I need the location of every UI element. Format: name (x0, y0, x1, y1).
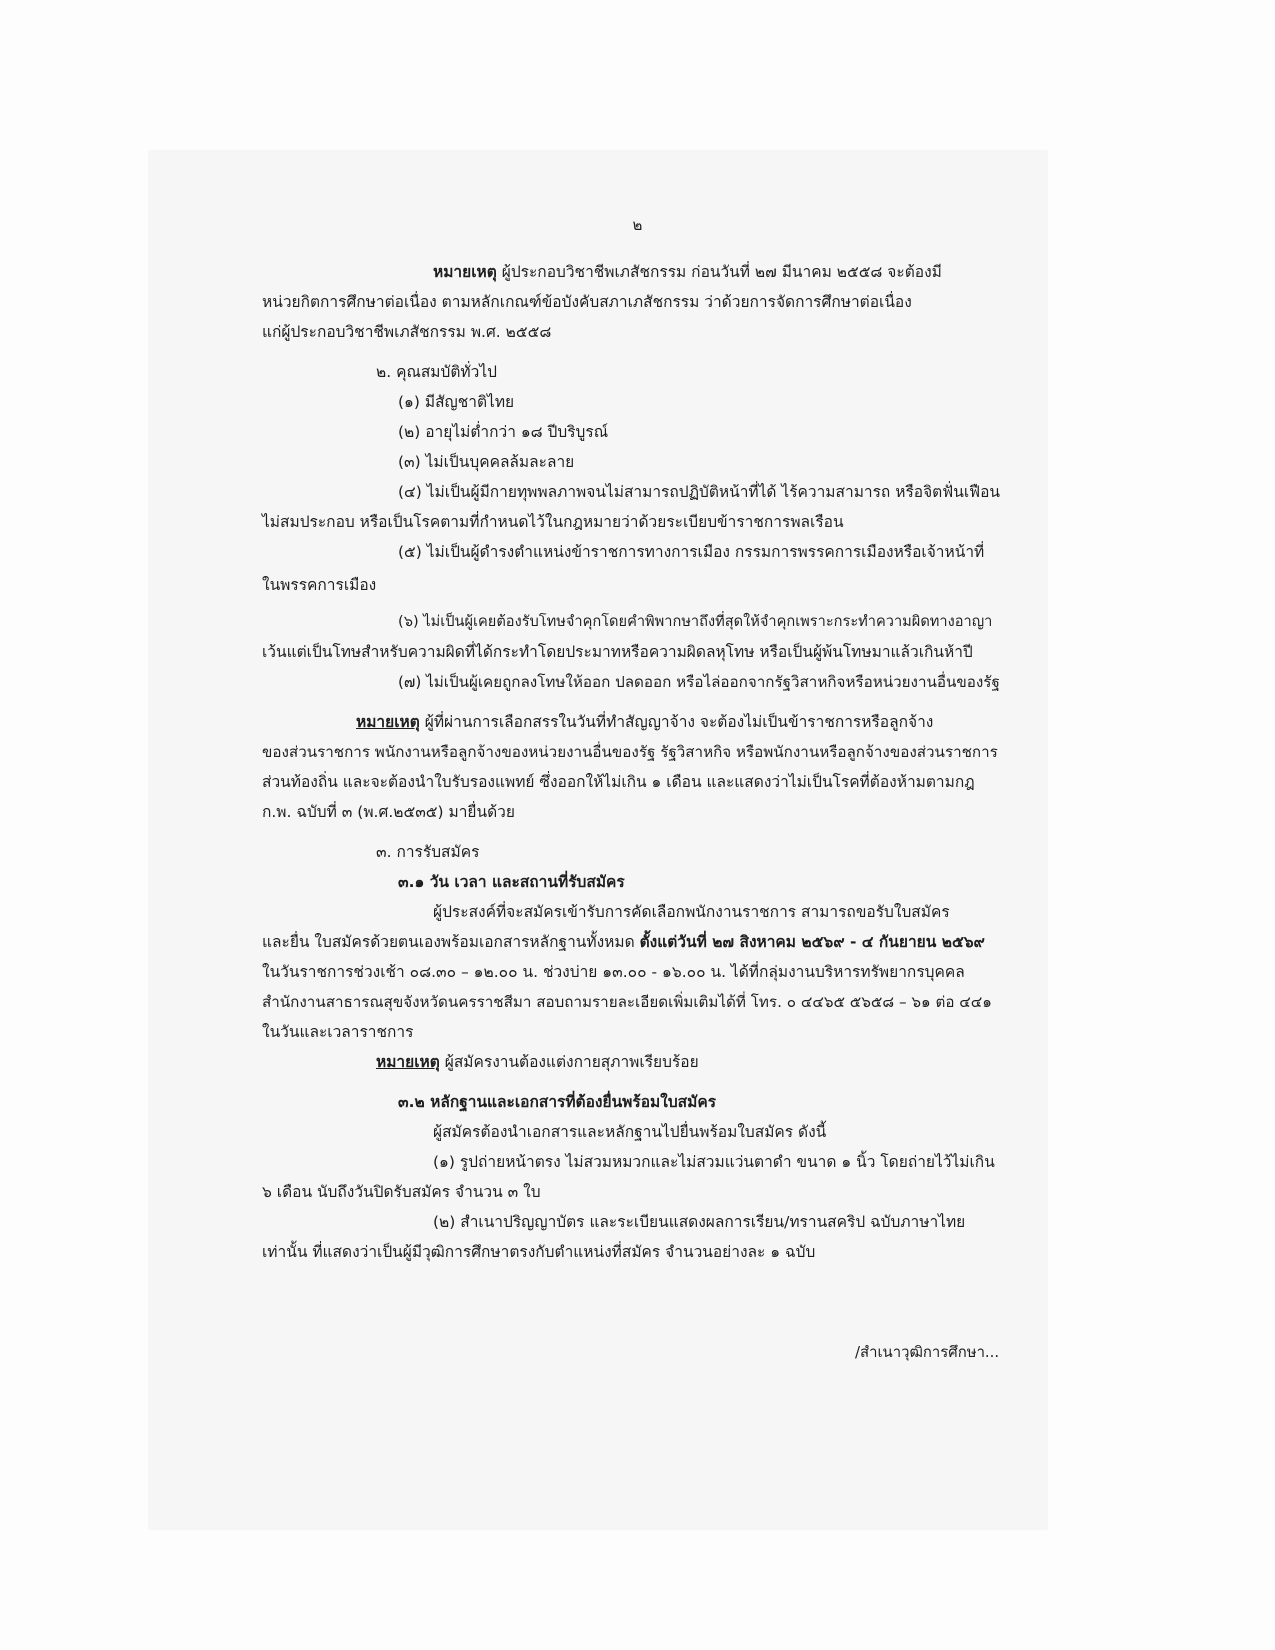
paragraph-line: สำนักงานสาธารณสุขจังหวัดนครราชสีมา สอบถามรายละเอียดเพิ่มเติมได้ที่ โทร. ๐ ๔๔๖๕ ๕๖๕๘ – ๖๑ ต่อ ๔๔๑ (262, 993, 992, 1011)
note3-line (376, 1052, 699, 1072)
note-label: หมายเหตุ (356, 713, 420, 731)
list-item-continued: เว้นแต่เป็นโทษสำหรับความผิดที่ได้กระทำโดยประมาทหรือความผิดลหุโทษ หรือเป็นผู้พ้นโทษมาแล้วเกินห้าปี (262, 643, 973, 661)
list-item: (๑) รูปถ่ายหน้าตรง ไม่สวมหมวกและไม่สวมแว่นตาดำ ขนาด ๑ นิ้ว โดยถ่ายไว้ไม่เกิน (433, 1153, 995, 1171)
list-item: (๒) สำเนาปริญญาบัตร และระเบียนแสดงผลการเรียน/ทรานสคริป ฉบับภาษาไทย (433, 1213, 966, 1231)
paragraph-line: ผู้สมัครต้องนำเอกสารและหลักฐานไปยื่นพร้อมใบสมัคร ดังนี้ (433, 1123, 827, 1141)
list-item: (๑) มีสัญชาติไทย (398, 393, 515, 411)
paragraph-line: ในวันราชการช่วงเช้า ๐๘.๓๐ – ๑๒.๐๐ น. ช่วงบ่าย ๑๓.๐๐ - ๑๖.๐๐ น. ได้ที่กลุ่มงานบริหารทรัพยากรบุคคล (262, 963, 965, 981)
note-label: หมายเหตุ (433, 263, 497, 281)
paragraph-text: และยื่น ใบสมัครด้วยตนเองพร้อมเอกสารหลักฐานทั้งหมด (262, 933, 640, 951)
note2-line4: ก.พ. ฉบับที่ ๓ (พ.ศ.๒๕๓๕) มายื่นด้วย (262, 803, 515, 821)
note1-line3: แก่ผู้ประกอบวิชาชีพเภสัชกรรม พ.ศ. ๒๕๕๘ (262, 323, 552, 341)
list-item: (๒) อายุไม่ต่ำกว่า ๑๘ ปีบริบูรณ์ (398, 423, 609, 441)
note-label: หมายเหตุ (376, 1053, 440, 1071)
paragraph-line (262, 932, 985, 952)
note-text: ผู้ที่ผ่านการเลือกสรรในวันที่ทำสัญญาจ้าง จะต้องไม่เป็นข้าราชการหรือลูกจ้าง (419, 713, 934, 731)
list-item-continued: ไม่สมประกอบ หรือเป็นโรคตามที่กำหนดไว้ในกฎหมายว่าด้วยระเบียบข้าราชการพลเรือน (262, 513, 844, 531)
note2-line1 (356, 712, 933, 732)
application-period: ตั้งแต่วันที่ ๒๗ สิงหาคม ๒๕๖๙ - ๔ กันยายน ๒๕๖๙ (639, 933, 985, 951)
list-item: (๔) ไม่เป็นผู้มีกายทุพพลภาพจนไม่สามารถปฏิบัติหน้าที่ได้ ไร้ความสามารถ หรือจิตฟั่นเฟือน (398, 483, 1000, 501)
section-heading: ๓. การรับสมัคร (376, 843, 480, 861)
note1-line1 (433, 262, 942, 282)
list-item-continued: เท่านั้น ที่แสดงว่าเป็นผู้มีวุฒิการศึกษาตรงกับตำแหน่งที่สมัคร จำนวนอย่างละ ๑ ฉบับ (262, 1243, 816, 1261)
note2-line2: ของส่วนราชการ พนักงานหรือลูกจ้างของหน่วยงานอื่นของรัฐ รัฐวิสาหกิจ หรือพนักงานหรือลูกจ้างของส่วนราชการ (262, 743, 998, 761)
paragraph-line: ผู้ประสงค์ที่จะสมัครเข้ารับการคัดเลือกพนักงานราชการ สามารถขอรับใบสมัคร (433, 903, 950, 921)
continuation-note: /สำเนาวุฒิการศึกษา... (855, 1343, 1000, 1361)
note-text: ผู้สมัครงานต้องแต่งกายสุภาพเรียบร้อย (439, 1053, 699, 1071)
list-item-continued: ในพรรคการเมือง (262, 576, 377, 594)
list-item: (๗) ไม่เป็นผู้เคยถูกลงโทษให้ออก ปลดออก หรือไล่ออกจากรัฐวิสาหกิจหรือหน่วยงานอื่นของรัฐ (398, 673, 1000, 691)
subsection-heading: ๓.๒ หลักฐานและเอกสารที่ต้องยื่นพร้อมใบสมัคร (398, 1093, 717, 1111)
note2-line3: ส่วนท้องถิ่น และจะต้องนำใบรับรองแพทย์ ซึ่งออกให้ไม่เกิน ๑ เดือน และแสดงว่าไม่เป็นโรคที่ต้องห้ามตามกฎ (262, 773, 975, 791)
page-number: ๒ (632, 216, 643, 234)
list-item: (๓) ไม่เป็นบุคคลล้มละลาย (398, 453, 575, 471)
subsection-heading: ๓.๑ วัน เวลา และสถานที่รับสมัคร (398, 873, 625, 891)
list-item: (๕) ไม่เป็นผู้ดำรงตำแหน่งข้าราชการทางการเมือง กรรมการพรรคการเมืองหรือเจ้าหน้าที่ (398, 543, 985, 561)
note1-line2: หน่วยกิตการศึกษาต่อเนื่อง ตามหลักเกณฑ์ข้อบังคับสภาเภสัชกรรม ว่าด้วยการจัดการศึกษาต่อเนื่อง (262, 293, 912, 311)
section-heading: ๒. คุณสมบัติทั่วไป (376, 363, 497, 381)
note-text: ผู้ประกอบวิชาชีพเภสัชกรรม ก่อนวันที่ ๒๗ มีนาคม ๒๕๕๘ จะต้องมี (496, 263, 942, 281)
scan-background (148, 150, 1048, 1530)
list-item-continued: ๖ เดือน นับถึงวันปิดรับสมัคร จำนวน ๓ ใบ (262, 1183, 541, 1201)
list-item: (๖) ไม่เป็นผู้เคยต้องรับโทษจำคุกโดยคำพิพากษาถึงที่สุดให้จำคุกเพราะกระทำความผิดทางอาญา (398, 613, 993, 630)
paragraph-line: ในวันและเวลาราชการ (262, 1023, 414, 1041)
